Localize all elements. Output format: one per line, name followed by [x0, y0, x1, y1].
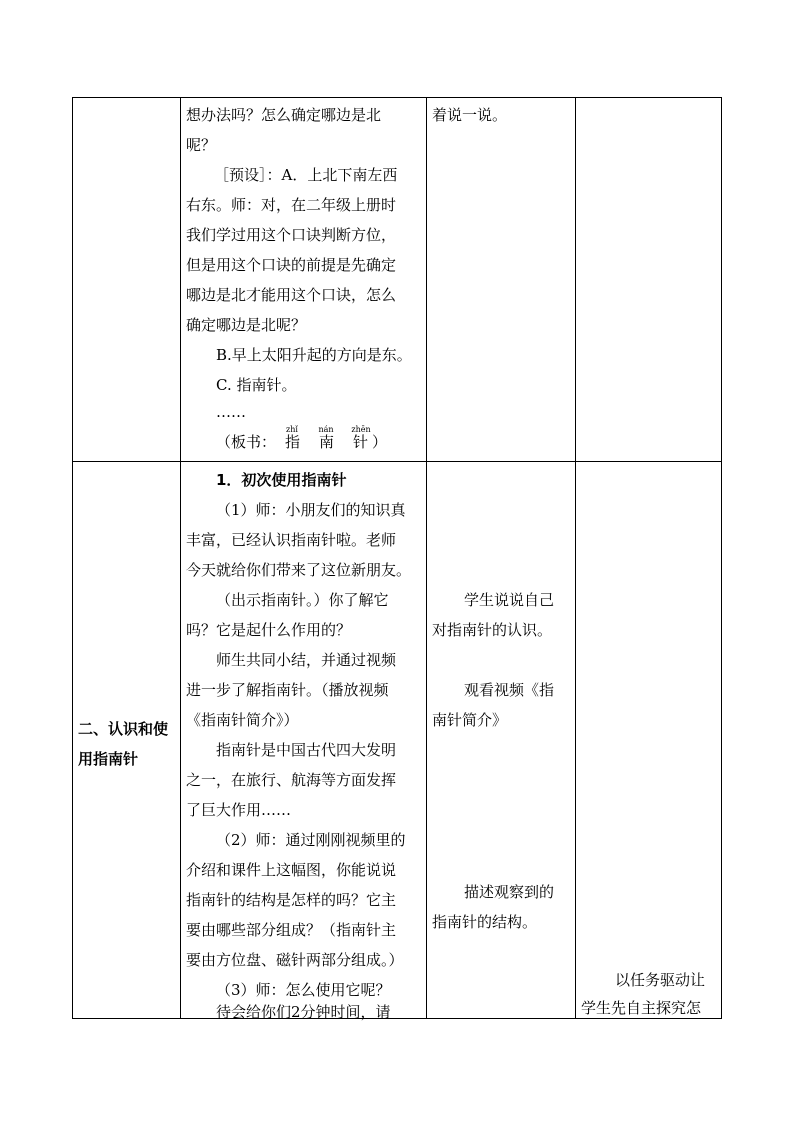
table-border-right: [721, 97, 722, 1019]
cell-text-line: 进一步了解指南针。（播放视频: [186, 681, 389, 699]
cell-text-line: 介绍和课件上这幅图，你能说说: [186, 861, 397, 879]
cell-text-line: 指南针是中国古代四大发明: [216, 741, 397, 759]
cell-text-line: 了巨大作用……: [186, 801, 292, 819]
cell-text-line: B.早上太阳升起的方向是东。: [216, 346, 412, 364]
pinyin-annotation: zhǐ: [286, 425, 298, 434]
cell-text-line: 右东。师：对，在二年级上册时: [186, 196, 397, 214]
student-activity-line: 学生说说自己: [464, 591, 555, 609]
cell-text-line: 要由哪些部分组成？（指南针主: [186, 921, 397, 939]
table-border-top: [72, 97, 722, 98]
board-character: 指: [285, 433, 301, 451]
cell-text-line: （出示指南针。）你了解它: [216, 591, 389, 609]
cell-text-line: C. 指南针。: [216, 376, 297, 394]
cell-text-line: 确定哪边是北呢？: [186, 316, 307, 334]
cell-text-line: 《指南针简介》）: [186, 711, 299, 729]
student-activity-line: 指南针的结构。: [432, 913, 538, 931]
board-character: 针: [353, 433, 369, 451]
cell-text-line: （3）师：怎么使用它呢？: [216, 981, 391, 999]
cell-text-line: 要由方位盘、磁针两部分组成。）: [186, 951, 404, 969]
cell-text-line: 待会给你们2分钟时间，请: [216, 1003, 391, 1021]
student-activity-line: 南针简介》: [432, 711, 508, 729]
cell-text-line: 呢？: [186, 136, 217, 154]
pinyin-annotation: zhēn: [351, 425, 371, 434]
cell-text-line: 但是用这个口诀的前提是先确定: [186, 256, 397, 274]
cell-text-line: 师生共同小结，并通过视频: [216, 651, 397, 669]
cell-text-line: 丰富，已经认识指南针啦。老师: [186, 531, 397, 549]
board-writing-prefix: （板书：: [216, 433, 277, 451]
cell-text-line: 指南针的结构是怎样的吗？它主: [186, 891, 397, 909]
student-activity-line: 观看视频《指: [464, 681, 555, 699]
design-intent-line: 学生先自主探究怎: [581, 999, 702, 1017]
student-activity-line: 描述观察到的: [464, 883, 555, 901]
design-intent-line: 以任务驱动让: [615, 971, 706, 989]
table-border-left: [72, 97, 73, 1019]
student-activity-line: 对指南针的认识。: [432, 621, 553, 639]
cell-text-line: ［预设］：A．上北下南左西: [214, 166, 398, 184]
lesson-table: [72, 97, 722, 1019]
cell-text-line: （2）师：通过刚刚视频里的: [216, 831, 406, 849]
pinyin-annotation: nán: [318, 425, 334, 434]
cell-text-line: 之一，在旅行、航海等方面发挥: [186, 771, 397, 789]
row-divider: [72, 461, 722, 462]
cell-text-line: 着说一说。: [432, 106, 508, 124]
board-writing-suffix: ）: [372, 433, 388, 451]
cell-text-line: 我们学过用这个口诀判断方位，: [186, 226, 397, 244]
column-divider-1: [180, 97, 181, 1019]
board-character: 南: [319, 433, 335, 451]
column-divider-2: [426, 97, 427, 1019]
step-heading: 1．初次使用指南针: [216, 471, 347, 489]
section-title: 二、认识和使: [78, 720, 169, 738]
cell-text-line: 今天就给你们带来了这位新朋友。: [186, 561, 412, 579]
section-title: 用指南针: [78, 750, 139, 768]
column-divider-3: [575, 97, 576, 1019]
cell-text-line: ……: [216, 403, 246, 421]
cell-text-line: 哪边是北才能用这个口诀，怎么: [186, 286, 397, 304]
cell-text-line: 吗？它是起什么作用的？: [186, 621, 352, 639]
cell-text-line: （1）师：小朋友们的知识真: [216, 501, 406, 519]
cell-text-line: 想办法吗？怎么确定哪边是北: [186, 106, 382, 124]
